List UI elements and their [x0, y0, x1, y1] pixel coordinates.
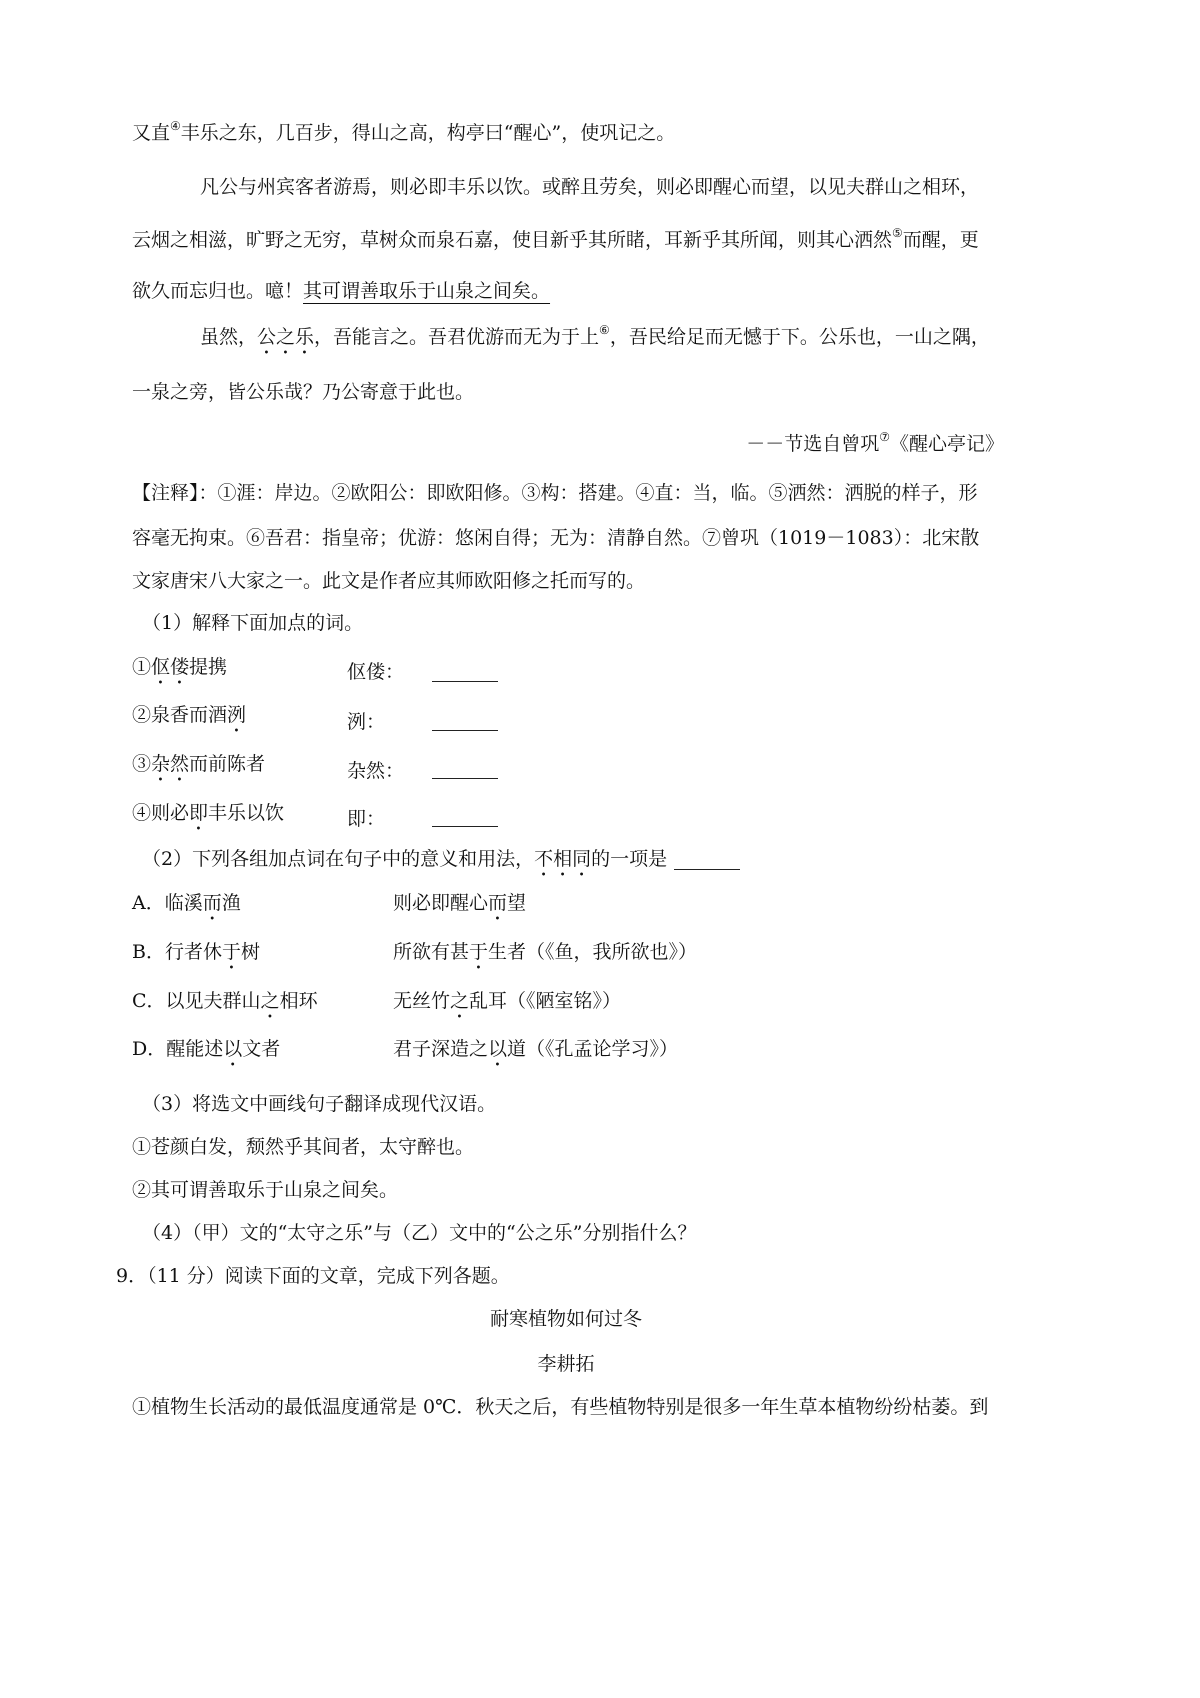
q1-item: ③杂然而前陈者 [132, 753, 266, 775]
q2-option-left: C．以见夫群山之相环 [132, 990, 318, 1012]
article-author: 李耕拓 [537, 1353, 595, 1375]
q2-option-right: 君子深造之以道（《孔孟论学习》） [393, 1038, 679, 1060]
notes-line: 【注释】：①涯：岸边。②欧阳公：即欧阳修。③构：搭建。④直：当，临。⑤洒然：洒脱的样子，形 [132, 482, 978, 504]
q1-item: ④则必即丰乐以饮 [132, 802, 285, 824]
answer-blank[interactable] [432, 730, 498, 731]
answer-blank[interactable] [674, 869, 740, 870]
q1-word-label: 洌： [347, 711, 386, 733]
q1-item: ①伛偻提携 [132, 656, 228, 678]
passage-line: 又直④丰乐之东，几百步，得山之高，构亭曰“醒心”，使巩记之。 [132, 119, 676, 144]
q1-word-label: 杂然： [347, 760, 405, 782]
q2-option-left: B．行者休于树 [132, 941, 260, 963]
question-1-prompt: （1）解释下面加点的词。 [142, 612, 364, 634]
notes-line: 容毫无拘束。⑥吾君：指皇帝；优游：悠闲自得；无为：清静自然。⑦曾巩（1019－1083）：北宋散 [132, 527, 980, 549]
passage-line: 欲久而忘归也。噫！其可谓善取乐于山泉之间矣。 [132, 280, 551, 302]
answer-blank[interactable] [432, 681, 498, 682]
answer-blank[interactable] [432, 826, 498, 827]
q2-option-left: D．醒能述以文者 [132, 1038, 281, 1060]
passage-source: －－节选自曾巩⑦《醒心亭记》 [746, 430, 1004, 455]
q2-option-right: 所欲有甚于生者（《鱼，我所欲也》） [393, 941, 698, 963]
q2-option-right: 无丝竹之乱耳（《陋室铭》） [393, 990, 622, 1012]
article-title: 耐寒植物如何过冬 [489, 1308, 642, 1330]
passage-line: 虽然，公之乐，吾能言之。吾君优游而无为于上⑥，吾民给足而无憾于下。公乐也，一山之隅， [200, 323, 990, 348]
notes-line: 文家唐宋八大家之一。此文是作者应其师欧阳修之托而写的。 [132, 570, 646, 592]
q2-option-right: 则必即醒心而望 [393, 892, 527, 914]
q1-item: ②泉香而酒洌 [132, 704, 247, 726]
q1-word-label: 伛偻： [347, 661, 405, 683]
passage-line: 一泉之旁，皆公乐哉？乃公寄意于此也。 [132, 381, 475, 403]
underlined-sentence: 其可谓善取乐于山泉之间矣。 [303, 280, 551, 302]
question-2-prompt: （2）下列各组加点词在句子中的意义和用法，不相同的一项是 [142, 848, 668, 870]
q3-sentence: ①苍颜白发，颓然乎其间者，太守醉也。 [132, 1136, 475, 1158]
passage-line: 凡公与州宾客者游焉，则必即丰乐以饮。或醉且劳矣，则必即醒心而望，以见夫群山之相环， [200, 176, 980, 198]
question-3-prompt: （3）将选文中画线句子翻译成现代汉语。 [142, 1093, 497, 1115]
passage-line: 云烟之相滋，旷野之无穷，草树众而泉石嘉，使目新乎其所睹，耳新乎其所闻，则其心洒然⑤而醒，更 [132, 226, 979, 251]
q2-option-left: A．临溪而渔 [132, 892, 241, 914]
question-9-header: 9．（11 分）阅读下面的文章，完成下列各题。 [116, 1265, 510, 1287]
question-4-prompt: （4）（甲）文的“太守之乐”与（乙）文中的“公之乐”分别指什么？ [142, 1222, 697, 1244]
dotted-word: 公之乐 [257, 326, 315, 348]
q1-word-label: 即： [347, 808, 386, 830]
article-paragraph: ①植物生长活动的最低温度通常是 0℃．秋天之后，有些植物特别是很多一年生草本植物纷纷枯萎。到 [132, 1396, 989, 1418]
answer-blank[interactable] [432, 778, 498, 779]
q3-sentence: ②其可谓善取乐于山泉之间矣。 [132, 1179, 399, 1201]
